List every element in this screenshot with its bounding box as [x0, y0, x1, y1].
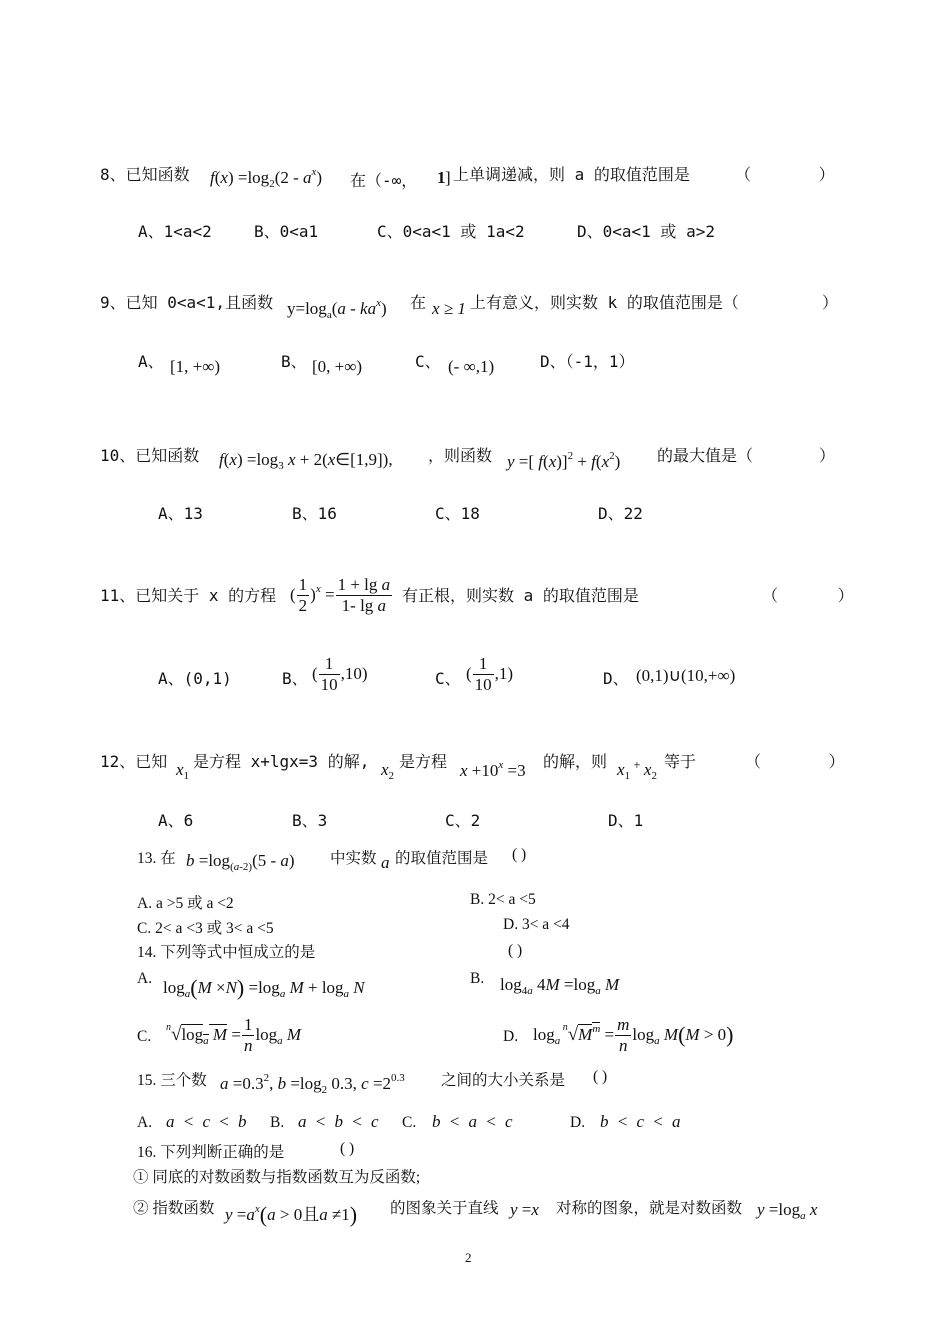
q10-paren-close: ） — [819, 446, 836, 465]
q9-stem-prefix: 9、已知 0<a<1,且函数 — [100, 293, 274, 312]
q8-option-d: D、0<a<1 或 a>2 — [577, 222, 715, 241]
q9-paren-close: ） — [822, 293, 839, 312]
q12-x1: $x_1$ — [176, 760, 190, 782]
q9-option-c-label: C、 — [415, 352, 441, 371]
q16-item-2-end: $y =\log_a$ x — [757, 1200, 818, 1222]
q16-answer-paren: ( ) — [340, 1140, 355, 1157]
q12-stem-d: 等于 — [664, 752, 697, 771]
q12-option-c: C、2 — [445, 811, 481, 830]
q9-option-a-label: A、 — [138, 352, 164, 371]
q9-stem-suffix: 上有意义，则实数 k 的取值范围是（ — [470, 293, 739, 312]
q9-stem-mid: 在 — [410, 293, 427, 312]
q16-stem: 16. 下列判断正确的是 — [137, 1144, 285, 1161]
q8-stem-bracket: ] — [445, 168, 451, 187]
q14-option-d-value: $\log_a ^n√M^m$ = $\frac{m}{n}$ $\log_a M(M > 0)$ — [533, 1015, 734, 1055]
q10-stem-prefix: 10、已知函数 — [100, 446, 200, 465]
q12-option-a: A、6 — [158, 811, 194, 830]
q15-formula: $a =0.3^2$, $b =\log_2$ 0.3, $c =2^{0.3}$ — [220, 1072, 405, 1096]
q11-option-c-label: C、 — [435, 669, 461, 688]
q13-option-c: C. 2< a <3 或 3< a <5 — [137, 920, 274, 937]
q13-variable: a — [381, 853, 390, 872]
q10-option-b: B、16 — [292, 504, 337, 523]
q8-stem-one: 1 — [437, 168, 446, 187]
q15-stem-suffix: 之间的大小关系是 — [441, 1072, 566, 1089]
q11-option-d-label: D、 — [603, 669, 629, 688]
page-number: 2 — [465, 1250, 472, 1265]
q11-option-c-value: ( $\frac{1}{10}$ ,1) — [466, 654, 514, 694]
q12-stem-b: 是方程 — [399, 752, 448, 771]
q8-stem-prefix: 8、已知函数 — [100, 165, 190, 184]
q16-item-2-formula: $y =a^x(a > 0$且a ≠1) — [225, 1202, 358, 1227]
q12-x2: $x_2$ — [381, 760, 395, 782]
q9-option-c-value: (- ∞,1) — [448, 357, 495, 376]
q12-stem-c: 的解，则 — [543, 752, 608, 771]
q11-option-b-label: B、 — [282, 669, 308, 688]
q9-option-b-label: B、 — [281, 352, 307, 371]
q15-answer-paren: ( ) — [593, 1068, 608, 1085]
q14-option-c-value: $^n√\log_a$ M = $\frac{1}{n}$ $\log_a M$ — [166, 1015, 302, 1055]
q10-formula: $f(x) =\log_3$ x + 2(x∈[1,9]), — [219, 450, 393, 472]
q13-option-d: D. 3< a <4 — [503, 916, 570, 933]
q13-stem-prefix: 13. 在 — [137, 850, 176, 867]
q14-option-a-value: $\log_a(M \times N) =\log_a$ $M + \log_a N$ — [163, 975, 365, 1000]
q15-option-a-value: a < c < b — [166, 1112, 247, 1131]
q14-option-a-label: A. — [137, 970, 153, 987]
q10-option-a: A、13 — [158, 504, 203, 523]
q12-formula: $x +10^x =3$ — [460, 759, 526, 780]
q11-option-a: A、(0,1) — [158, 669, 232, 688]
q9-option-d: D、（-1，1） — [540, 352, 635, 371]
q11-answer-paren: （ ） — [762, 586, 854, 605]
q14-option-b-label: B. — [470, 970, 485, 987]
q13-stem-mid: 中实数 — [330, 850, 377, 867]
q10-option-c: C、18 — [435, 504, 480, 523]
q10-option-d: D、22 — [598, 504, 643, 523]
q15-option-c-value: b < a < c — [432, 1112, 513, 1131]
q14-option-b-value: $\log_{4a} 4M =\log_a$ M — [500, 975, 620, 997]
q16-item-2-prefix: ② 指数函数 — [133, 1200, 215, 1217]
q15-option-d-label: D. — [570, 1114, 586, 1131]
q10-stem-suffix: 的最大值是（ — [657, 446, 754, 465]
q11-option-d-value: (0,1)∪(10,+∞) — [636, 666, 736, 685]
q9-condition: x ≥ 1 — [432, 299, 466, 318]
q14-option-d-label: D. — [503, 1028, 519, 1045]
q9-formula: $y=\log_a(a - ka^x)$ — [287, 297, 387, 321]
q15-option-a-label: A. — [137, 1114, 153, 1131]
q10-stem-mid: ，则函数 — [428, 446, 493, 465]
q9-option-a-value: [1, +∞) — [170, 357, 221, 376]
q12-option-b: B、3 — [292, 811, 328, 830]
q13-stem-suffix: 的取值范围是 — [395, 850, 489, 867]
q8-option-b: B、0<a1 — [254, 222, 319, 241]
q12-stem-prefix: 12、已知 — [100, 752, 168, 771]
q8-answer-paren: （ ） — [735, 165, 835, 184]
q15-stem-prefix: 15. 三个数 — [137, 1072, 207, 1089]
q11-option-b-value: ( $\frac{1}{10}$ ,10) — [312, 654, 368, 694]
q12-option-d: D、1 — [608, 811, 644, 830]
q14-option-c-label: C. — [137, 1028, 152, 1045]
q8-option-a: A、1<a<2 — [138, 222, 212, 241]
q11-formula: ( $\frac{1}{2}$ )$^x$ = $\frac{\text{1 + lg a}}{\text{1- lg a}}$ — [290, 575, 391, 615]
q13-option-b: B. 2< a <5 — [470, 891, 536, 908]
q11-stem-prefix: 11、已知关于 x 的方程 — [100, 586, 277, 605]
q15-option-d-value: b < c < a — [600, 1112, 681, 1131]
q16-item-1: ① 同底的对数函数与指数函数互为反函数; — [133, 1169, 421, 1186]
q15-option-b-label: B. — [270, 1114, 285, 1131]
q12-stem-a: 是方程 x+lgx=3 的解, — [193, 752, 370, 771]
q9-option-b-value: [0, +∞) — [312, 357, 363, 376]
q8-stem-in: 在（-∞， — [350, 171, 418, 190]
q8-formula: $f(x) =\log_2(2 - a^x)$ — [210, 166, 323, 190]
q13-option-a: A. a >5 或 a <2 — [137, 895, 234, 912]
q16-item-2-mid: 的图象关于直线 — [390, 1200, 499, 1217]
q15-option-c-label: C. — [402, 1114, 417, 1131]
q12-answer-paren: （ ） — [745, 752, 845, 771]
q13-formula: $b =\log_{(a-2)}(5 - a)$ — [186, 851, 295, 873]
q10-formula-2: y =[ $f(x)]^2 + f(x^2)$ — [507, 450, 621, 471]
q14-answer-paren: ( ) — [508, 942, 523, 959]
q16-item-2-line: y =x — [510, 1200, 539, 1219]
q11-stem-suffix: 有正根，则实数 a 的取值范围是 — [402, 586, 639, 605]
q13-answer-paren: ( ) — [512, 846, 527, 863]
q14-stem: 14. 下列等式中恒成立的是 — [137, 944, 316, 961]
q12-sum: $x_1$ + $x_2$ — [617, 757, 657, 782]
q16-item-2-suffix: 对称的图象，就是对数函数 — [556, 1200, 743, 1217]
q15-option-b-value: a < b < c — [298, 1112, 379, 1131]
q8-option-c: C、0<a<1 或 1a<2 — [377, 222, 525, 241]
q8-stem-suffix: 上单调递减，则 a 的取值范围是 — [453, 165, 690, 184]
